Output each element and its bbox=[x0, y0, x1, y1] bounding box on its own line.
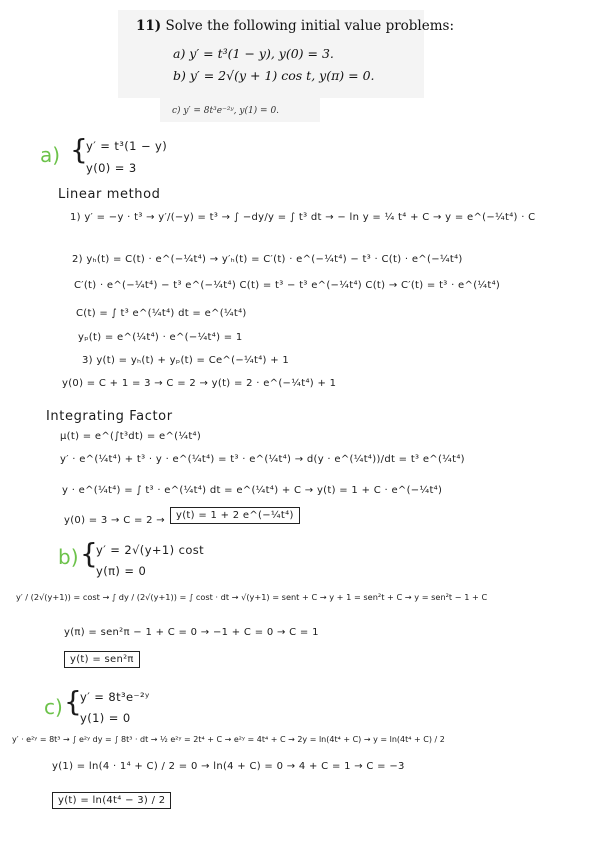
part-a-equation: y′ = t³(1 − y) bbox=[86, 139, 168, 153]
part-c-separation: y′ · e²ʸ = 8t³ → ∫ e²ʸ dy = ∫ 8t³ · dt → ½ e²ʸ = 2t⁴ + C → e²ʸ = 4t⁴ + C → 2y = ln(4t⁴ + C) → y = ln(4t⁴ + C) / 2 bbox=[12, 735, 445, 744]
part-b-label: b) bbox=[58, 545, 79, 569]
problem-title bbox=[136, 18, 454, 34]
linear-step-solve-c: y(0) = C + 1 = 3 → C = 2 → y(t) = 2 · e^(−¼t⁴) + 1 bbox=[62, 378, 337, 389]
part-b-equation: y′ = 2√(y+1) cost bbox=[96, 543, 205, 557]
part-c-answer-box: y(t) = ln(4t⁴ − 3) / 2 bbox=[52, 792, 171, 809]
integrating-factor-multiply: y′ · e^(¼t⁴) + t³ · y · e^(¼t⁴) = t³ · e^(¼t⁴) → d(y · e^(¼t⁴))/dt = t³ e^(¼t⁴) bbox=[60, 454, 465, 465]
problem-number: 11) bbox=[136, 18, 162, 34]
part-b-brace: { bbox=[80, 537, 98, 570]
part-b-separation: y′ / (2√(y+1)) = cost → ∫ dy / (2√(y+1)) = ∫ cost · dt → √(y+1) = sent + C → y + 1 = sen²t + C → y = sen²t − 1 + C bbox=[16, 592, 488, 602]
part-a-label: a) bbox=[40, 143, 61, 167]
integrating-factor-mu: μ(t) = e^(∫t³dt) = e^(¼t⁴) bbox=[60, 431, 202, 442]
linear-step-particular: yₚ(t) = e^(¼t⁴) · e^(−¼t⁴) = 1 bbox=[78, 332, 243, 343]
linear-step-c-integral: C(t) = ∫ t³ e^(¼t⁴) dt = e^(¼t⁴) bbox=[76, 308, 247, 319]
problem-item-a: a) y′ = t³(1 − y), y(0) = 3. bbox=[173, 46, 334, 61]
part-b-initial-condition: y(π) = 0 bbox=[96, 564, 147, 578]
problem-item-c: c) y′ = 8t³e⁻²ʸ, y(1) = 0. bbox=[172, 106, 280, 116]
part-a-brace: { bbox=[70, 133, 88, 166]
integrating-factor-solve-c: y(0) = 3 → C = 2 → bbox=[64, 515, 165, 526]
problem-instruction: Solve the following initial value problems: bbox=[165, 18, 455, 34]
linear-step-c-prime: C′(t) · e^(−¼t⁴) − t³ e^(−¼t⁴) C(t) = t³ − t³ e^(−¼t⁴) C(t) → C′(t) = t³ · e^(¼t⁴) bbox=[74, 280, 501, 291]
part-b-answer-box: y(t) = sen²π bbox=[64, 651, 140, 668]
part-c-brace: { bbox=[64, 685, 82, 718]
linear-method-heading: Linear method bbox=[58, 187, 161, 202]
linear-step-3: 3) y(t) = yₕ(t) + yₚ(t) = Ce^(−¼t⁴) + 1 bbox=[82, 355, 290, 366]
integrating-factor-integrate: y · e^(¼t⁴) = ∫ t³ · e^(¼t⁴) dt = e^(¼t⁴) + C → y(t) = 1 + C · e^(−¼t⁴) bbox=[62, 485, 443, 496]
part-c-label: c) bbox=[44, 695, 63, 719]
part-c-solve-c: y(1) = ln(4 · 1⁴ + C) / 2 = 0 → ln(4 + C) = 0 → 4 + C = 1 → C = −3 bbox=[52, 761, 405, 772]
part-a-answer-box: y(t) = 1 + 2 e^(−¼t⁴) bbox=[170, 507, 300, 524]
linear-step-2: 2) yₕ(t) = C(t) · e^(−¼t⁴) → y′ₕ(t) = C′(t) · e^(−¼t⁴) − t³ · C(t) · e^(−¼t⁴) bbox=[72, 254, 463, 265]
integrating-factor-heading: Integrating Factor bbox=[46, 409, 173, 424]
part-c-equation: y′ = 8t³e⁻²ʸ bbox=[80, 690, 150, 704]
part-b-solve-c: y(π) = sen²π − 1 + C = 0 → −1 + C = 0 → C = 1 bbox=[64, 627, 319, 638]
problem-item-b: b) y′ = 2√(y + 1) cos t, y(π) = 0. bbox=[173, 68, 375, 83]
part-a-initial-condition: y(0) = 3 bbox=[86, 161, 137, 175]
linear-step-1: 1) y′ = −y · t³ → y′/(−y) = t³ → ∫ −dy/y = ∫ t³ dt → − ln y = ¼ t⁴ + C → y = e^(−¼t⁴) · C bbox=[70, 212, 536, 223]
part-c-initial-condition: y(1) = 0 bbox=[80, 711, 131, 725]
